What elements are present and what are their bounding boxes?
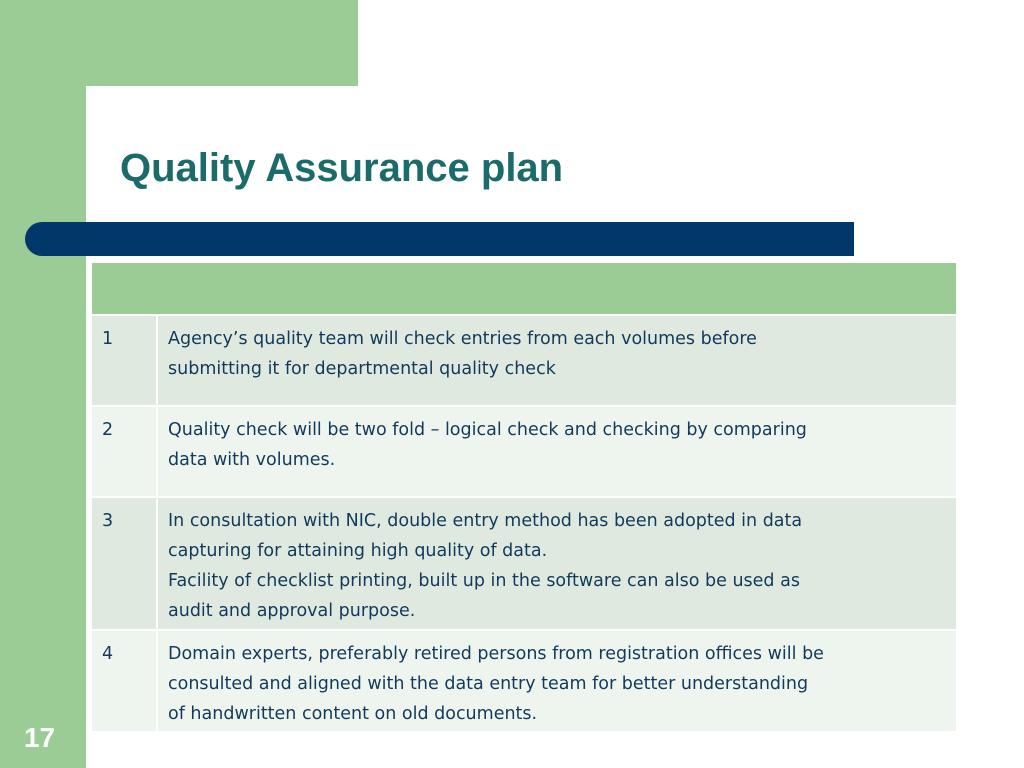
table-header-cell	[92, 263, 956, 315]
row-text-line: audit and approval purpose.	[168, 601, 416, 621]
row-text-line: Facility of checklist printing, built up in the software can also be used as	[168, 571, 800, 591]
row-text-line: consulted and aligned with the data entry team for better understanding	[168, 674, 809, 694]
title-underline-bar	[25, 222, 854, 256]
row-text	[157, 315, 956, 406]
row-text	[157, 630, 956, 732]
row-number: 1	[92, 315, 157, 406]
table-row	[92, 315, 956, 406]
row-number: 3	[92, 497, 157, 630]
top-green-band	[0, 0, 358, 86]
row-text-line: Agency’s quality team will check entries from each volumes before	[168, 329, 757, 349]
row-text	[157, 406, 956, 497]
left-green-band	[0, 0, 86, 768]
qa-plan-table	[92, 263, 956, 733]
row-text-line: Domain experts, preferably retired persons from registration offices will be	[168, 644, 824, 664]
row-number: 4	[92, 630, 157, 732]
row-text-line: Quality check will be two fold – logical check and checking by comparing	[168, 420, 807, 440]
slide-title: Quality Assurance plan	[120, 146, 564, 190]
slide-number: 17	[24, 722, 56, 753]
row-text-line: submitting it for departmental quality check	[168, 359, 556, 379]
row-text	[157, 497, 956, 630]
row-text-line: of handwritten content on old documents.	[168, 704, 538, 724]
table-row	[92, 406, 956, 497]
row-text-line: data with volumes.	[168, 450, 336, 470]
table-header-row	[92, 263, 956, 315]
table-row	[92, 497, 956, 630]
table-row	[92, 630, 956, 732]
row-text-line: In consultation with NIC, double entry method has been adopted in data	[168, 511, 803, 531]
row-number: 2	[92, 406, 157, 497]
row-text-line: capturing for attaining high quality of data.	[168, 541, 548, 561]
